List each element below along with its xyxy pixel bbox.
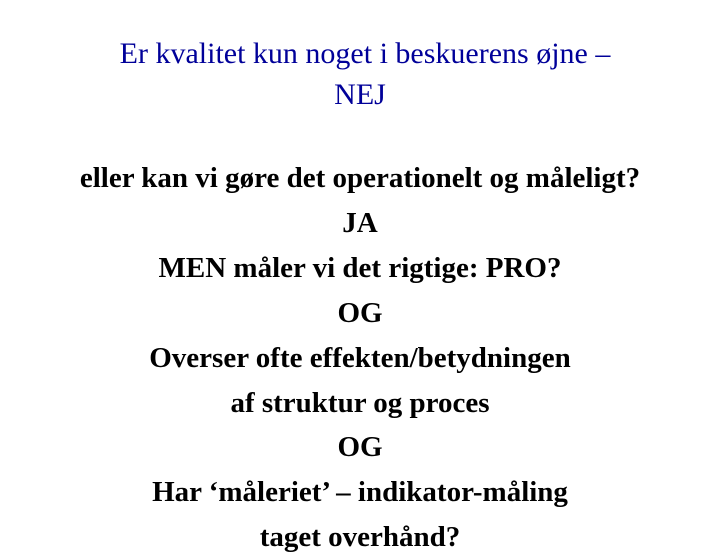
body-line-maaleriet: Har ‘måleriet’ – indikator-måling bbox=[152, 476, 568, 509]
body-line-og-2: OG bbox=[337, 431, 383, 464]
body-line-answer-ja: JA bbox=[342, 206, 378, 239]
body-line-question: eller kan vi gøre det operationelt og måleligt? bbox=[79, 162, 641, 194]
body-line-pro: MEN måler vi det rigtige: PRO? bbox=[158, 251, 562, 284]
body-line-overser: Overser ofte effekten/betydningen bbox=[149, 341, 571, 374]
body-line-og-1: OG bbox=[337, 296, 383, 329]
title-line-2: NEJ bbox=[334, 78, 386, 111]
title-line-1: Er kvalitet kun noget i beskuerens øjne – bbox=[119, 37, 611, 70]
slide-title bbox=[0, 33, 720, 115]
body-line-struktur: af struktur og proces bbox=[230, 386, 490, 419]
body-line-overhaand: taget overhånd? bbox=[259, 521, 461, 554]
slide-body bbox=[0, 156, 720, 560]
